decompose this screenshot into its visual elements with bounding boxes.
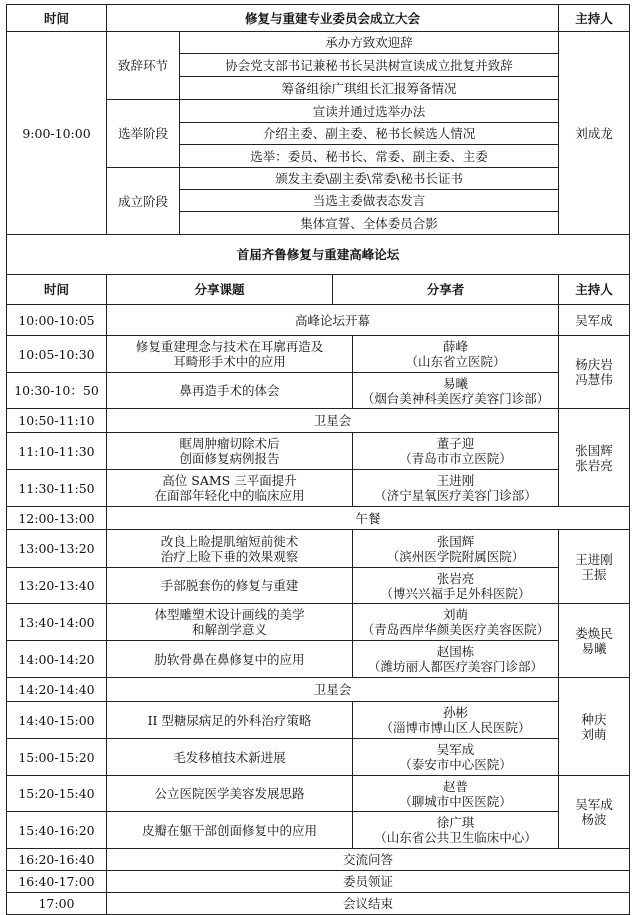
speaker-affiliation: （青岛市市立医院） (399, 451, 512, 466)
session-topic (107, 470, 353, 507)
host-line: 王进刚 (575, 551, 613, 567)
speaker-name: 孙彬 (443, 705, 469, 720)
session-time: 11:30-11:50 (7, 470, 107, 507)
table-row (7, 433, 630, 470)
stage-item: 介绍主委、副主委、秘书长候选人情况 (180, 123, 559, 145)
session-host (559, 530, 630, 604)
stage-item: 协会党支部书记兼秘书长吴洪树宣读成立批复并致辞 (180, 54, 559, 77)
session-speaker (353, 373, 559, 409)
session-topic: 肋软骨鼻在鼻修复中的应用 (107, 641, 353, 678)
speaker-name: 薛峰 (443, 339, 469, 354)
part1-time-header: 时间 (7, 5, 107, 32)
part1-host: 刘成龙 (559, 32, 630, 235)
session-speaker (353, 776, 559, 812)
table-row (7, 776, 630, 812)
speaker-affiliation: （山东省立医院） (405, 354, 506, 369)
session-event: 交流问答 (107, 849, 630, 871)
topic-line: 修复重建理念与技术在耳廓再造及 (135, 339, 324, 354)
session-host (559, 604, 630, 678)
part1-time: 9:00-10:00 (7, 32, 107, 235)
stage-name: 成立阶段 (107, 168, 180, 235)
session-topic (107, 336, 353, 373)
session-time: 14:00-14:20 (7, 641, 107, 678)
session-time: 16:20-16:40 (7, 849, 107, 871)
session-topic (107, 433, 353, 470)
session-speaker (353, 433, 559, 470)
session-host: 吴军成 (559, 305, 630, 336)
table-row (7, 604, 630, 641)
speaker-affiliation: （烟台美神科美医疗美容门诊部） (361, 390, 550, 406)
session-time: 16:40-17:00 (7, 871, 107, 893)
session-speaker (353, 470, 559, 507)
part2-host-header: 主持人 (559, 275, 630, 305)
session-topic: 公立医院医学美容发展思路 (107, 776, 353, 812)
session-speaker (353, 604, 559, 641)
table-row (7, 305, 630, 336)
stage-item: 集体宣誓、全体委员合影 (180, 212, 559, 235)
session-time: 10:50-11:10 (7, 409, 107, 433)
session-time: 15:00-15:20 (7, 739, 107, 776)
session-time: 14:40-15:00 (7, 702, 107, 739)
host-line: 王振 (581, 566, 607, 582)
topic-line: 眶周肿瘤切除术后 (179, 436, 280, 451)
part2-time-header: 时间 (7, 275, 107, 305)
speaker-affiliation: （泰安市中心医院） (399, 757, 512, 772)
session-time: 13:40-14:00 (7, 604, 107, 641)
speaker-name: 刘萌 (443, 607, 469, 622)
session-time: 14:20-14:40 (7, 678, 107, 702)
host-line: 冯慧伟 (575, 372, 613, 387)
stage-item: 选举：委员、秘书长、常委、副主委、主委 (180, 145, 559, 168)
speaker-affiliation: （博兴兴福手足外科医院） (380, 585, 531, 601)
table-row (7, 739, 630, 776)
session-time: 12:00-13:00 (7, 507, 107, 530)
speaker-affiliation: （济宁星氧医疗美容门诊部） (374, 488, 537, 503)
session-time: 15:40-16:20 (7, 812, 107, 849)
session-host (559, 336, 630, 409)
session-speaker (353, 336, 559, 373)
speaker-name: 张岩亮 (436, 570, 475, 586)
session-time: 10:00-10:05 (7, 305, 107, 336)
part1-title: 修复与重建专业委员会成立大会 (107, 5, 559, 32)
session-speaker (353, 568, 559, 604)
host-line: 杨波 (581, 812, 607, 827)
session-host (559, 409, 630, 507)
table-row (7, 812, 630, 849)
session-event: 午餐 (107, 507, 630, 530)
host-line: 刘萌 (581, 726, 607, 742)
session-topic (107, 530, 353, 568)
stage-item: 颁发主委\副主委\常委\秘书长证书 (180, 168, 559, 190)
speaker-affiliation: （潍坊丽人都医疗美容门诊部） (368, 659, 544, 674)
speaker-name: 张国辉 (436, 533, 475, 549)
topic-line: 治疗上睑下垂的效果观察 (160, 548, 299, 564)
topic-line: 体型雕塑术设计画线的美学 (154, 607, 305, 622)
part1-header-row (7, 5, 630, 32)
speaker-name: 赵普 (443, 778, 469, 794)
stage-name: 致辞环节 (107, 32, 180, 100)
table-row (7, 507, 630, 530)
speaker-affiliation: （山东省公共卫生临床中心） (374, 830, 537, 845)
topic-line: 创面修复病例报告 (179, 451, 280, 466)
part2-header-row (7, 275, 630, 305)
session-topic: 手部脱套伤的修复与重建 (107, 568, 353, 604)
schedule-table (6, 4, 630, 915)
session-time: 15:20-15:40 (7, 776, 107, 812)
table-row (7, 641, 630, 678)
session-time: 10:30-10：50 (7, 373, 107, 409)
part2-title: 首届齐鲁修复与重建高峰论坛 (7, 235, 630, 275)
topic-line: 耳畸形手术中的应用 (173, 354, 286, 369)
topic-line: 和解剖学意义 (191, 622, 267, 637)
speaker-affiliation: （淄博市博山区人民医院） (380, 720, 531, 735)
part2-speaker-header: 分享者 (333, 275, 559, 305)
session-topic: II 型糖尿病足的外科治疗策略 (107, 702, 353, 739)
table-row (7, 702, 630, 739)
session-time: 11:10-11:30 (7, 433, 107, 470)
stage-item: 承办方致欢迎辞 (180, 32, 559, 54)
table-row (7, 470, 630, 507)
session-event: 卫星会 (107, 678, 559, 702)
part1-host-header: 主持人 (559, 5, 630, 32)
session-event: 卫星会 (107, 409, 559, 433)
speaker-affiliation: （聊城市中医医院） (399, 793, 512, 809)
session-speaker (353, 641, 559, 678)
session-time: 13:00-13:20 (7, 530, 107, 568)
session-event: 会议结束 (107, 893, 630, 915)
host-line: 吴军成 (575, 797, 613, 812)
speaker-name: 吴军成 (436, 742, 475, 757)
host-line: 张岩亮 (575, 457, 613, 473)
stage-item: 当选主委做表态发言 (180, 190, 559, 212)
stage-item: 宣读并通过选举办法 (180, 100, 559, 123)
speaker-name: 王进刚 (436, 473, 475, 488)
session-event: 高峰论坛开幕 (107, 305, 559, 336)
session-topic: 皮瓣在躯干部创面修复中的应用 (107, 812, 353, 849)
session-time: 10:05-10:30 (7, 336, 107, 373)
stage-item: 筹备组徐广琪组长汇报筹备情况 (180, 77, 559, 100)
part2-title-row (7, 235, 630, 275)
session-speaker (353, 702, 559, 739)
part2-topic-header: 分享课题 (107, 275, 333, 305)
table-row (7, 409, 630, 433)
table-row (7, 678, 630, 702)
host-line: 易曦 (581, 640, 607, 656)
speaker-name: 董子迎 (436, 436, 475, 451)
speaker-name: 易曦 (443, 375, 469, 391)
session-speaker (353, 739, 559, 776)
host-line: 杨庆岩 (575, 357, 613, 372)
session-host (559, 678, 630, 776)
stage-name: 选举阶段 (107, 100, 180, 168)
session-time: 17:00 (7, 893, 107, 915)
table-row (7, 871, 630, 893)
table-row (7, 32, 630, 54)
session-time: 13:20-13:40 (7, 568, 107, 604)
table-row (7, 893, 630, 915)
session-topic: 毛发移植技术新进展 (107, 739, 353, 776)
speaker-affiliation: （青岛西岸华颜美医疗美容医院） (361, 622, 550, 637)
table-row (7, 568, 630, 604)
session-topic: 鼻再造手术的体会 (107, 373, 353, 409)
table-row (7, 530, 630, 568)
session-host (559, 776, 630, 849)
session-speaker (353, 812, 559, 849)
topic-line: 在面部年轻化中的临床应用 (154, 488, 305, 503)
table-row (7, 336, 630, 373)
host-line: 张国辉 (575, 442, 613, 458)
speaker-name: 徐广琪 (436, 815, 475, 830)
topic-line: 高位 SAMS 三平面提升 (162, 473, 297, 488)
speaker-affiliation: （滨州医学院附属医院） (386, 548, 525, 564)
speaker-name: 赵国栋 (436, 644, 475, 659)
session-topic (107, 604, 353, 641)
session-event: 委员领证 (107, 871, 630, 893)
host-line: 种庆 (581, 711, 607, 727)
host-line: 娄焕民 (575, 625, 613, 641)
table-row (7, 849, 630, 871)
topic-line: 改良上睑提肌缩短前徙术 (160, 533, 299, 549)
session-speaker (353, 530, 559, 568)
table-row (7, 373, 630, 409)
